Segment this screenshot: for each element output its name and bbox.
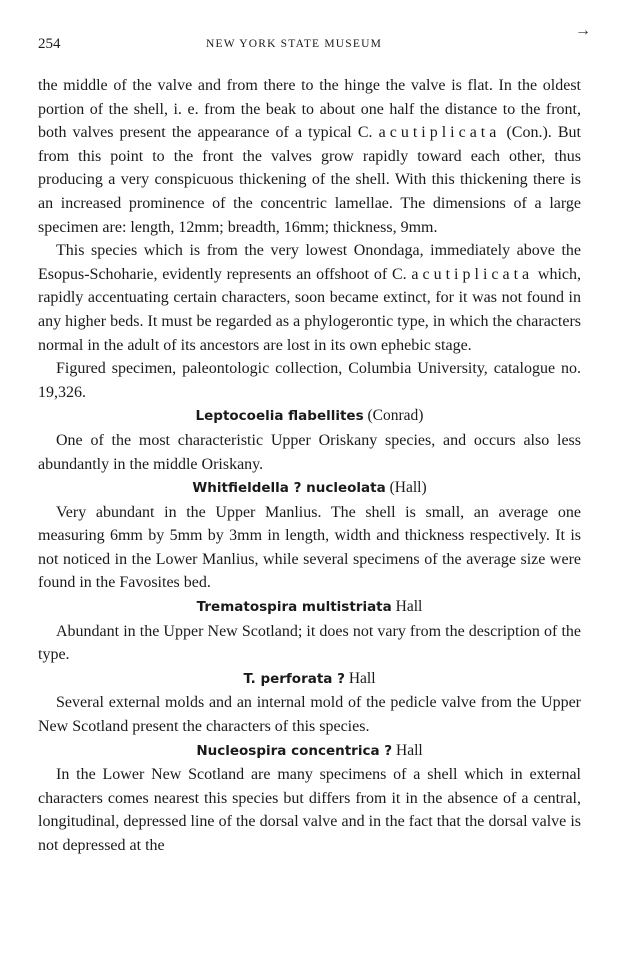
section-paragraph: Several external molds and an internal mold of the pedicle valve from the Upper New Scotland present the characters of this species. (38, 694, 581, 736)
section-heading (38, 595, 581, 620)
taxon-name: Whitfieldella ? nucleolata (192, 480, 386, 497)
paragraph-1-text: the middle of the valve and from there to the hinge the valve is flat. In the oldest portion of the shell, i. e. from the beak to about one half the distance to the front, both valves present the appearance of a typical C. (38, 77, 581, 142)
paragraph-2 (38, 239, 581, 357)
taxon-author: Hall (395, 598, 423, 616)
taxon-author: (Conrad) (367, 407, 424, 425)
taxon-name: Nucleospira concentrica ? (196, 742, 393, 759)
taxon-name: T. perforata ? (243, 670, 345, 687)
section-paragraph: In the Lower New Scotland are many specimens of a shell which in external characters comes nearest this species but differs from it in the absence of a central, longitudinal, depressed line of the dorsal valve and in the fact that the dorsal valve is not depressed at the (38, 766, 581, 854)
paragraph-3: Figured specimen, paleontologic collection, Columbia University, catalogue no. 19,326. (38, 360, 581, 401)
taxon-name: Trematospira multistriata (196, 599, 392, 616)
taxon-author: (Hall) (389, 479, 427, 497)
taxon-author: Hall (396, 741, 423, 759)
section-paragraph: One of the most characteristic Upper Oriskany species, and occurs also less abundantly in the middle Oriskany. (38, 431, 581, 473)
section-paragraph: Very abundant in the Upper Manlius. The shell is small, an average one measuring 6mm by 5mm by 3mm in length, width and thickness respectively. It is not noticed in the Lower Manlius, while several specimens of the average size were found in the Favosites bed. (38, 503, 581, 592)
paragraph-2-text: This species which is from the very lowest Onondaga, immediately above the Esopus-Schoharie, evidently represents an offshoot of C. (38, 242, 581, 283)
page-number: 254 (38, 36, 61, 52)
species-name: acutiplicata (411, 265, 534, 283)
section-heading (38, 667, 581, 692)
taxon-author: Hall (348, 669, 376, 687)
paragraph-1 (38, 74, 581, 239)
section-paragraph: Abundant in the Upper New Scotland; it does not vary from the description of the type. (38, 622, 581, 664)
section-heading (38, 476, 581, 501)
taxon-name: Leptocoelia flabellites (195, 408, 364, 425)
section-heading (38, 739, 581, 764)
document-page (38, 22, 591, 858)
paragraph-2-continuation: which, rapidly accentuating certain characters, soon became extinct, for it was not found in any higher beds. It must be regarded as a phylogerontic type, in which the characters normal in the adult of its ancestors are lost in its own ephebic stage. (38, 265, 582, 354)
paragraph-1-continuation: (Con.). But from this point to the front the valves grow rapidly toward each other, thus producing a very conspicuous thickening of the shell. With this thickening there is an increased prominence of the concentric lamellae. The dimensions of a large specimen are: length, 12mm; breadth, 16mm; thickness, 9mm. (38, 124, 582, 236)
running-head: NEW YORK STATE MUSEUM (206, 38, 383, 50)
page-header (38, 22, 591, 58)
section-heading (38, 404, 581, 429)
body-text (38, 74, 581, 858)
species-name: acutiplicata (378, 124, 501, 142)
corner-mark: → (575, 22, 591, 39)
